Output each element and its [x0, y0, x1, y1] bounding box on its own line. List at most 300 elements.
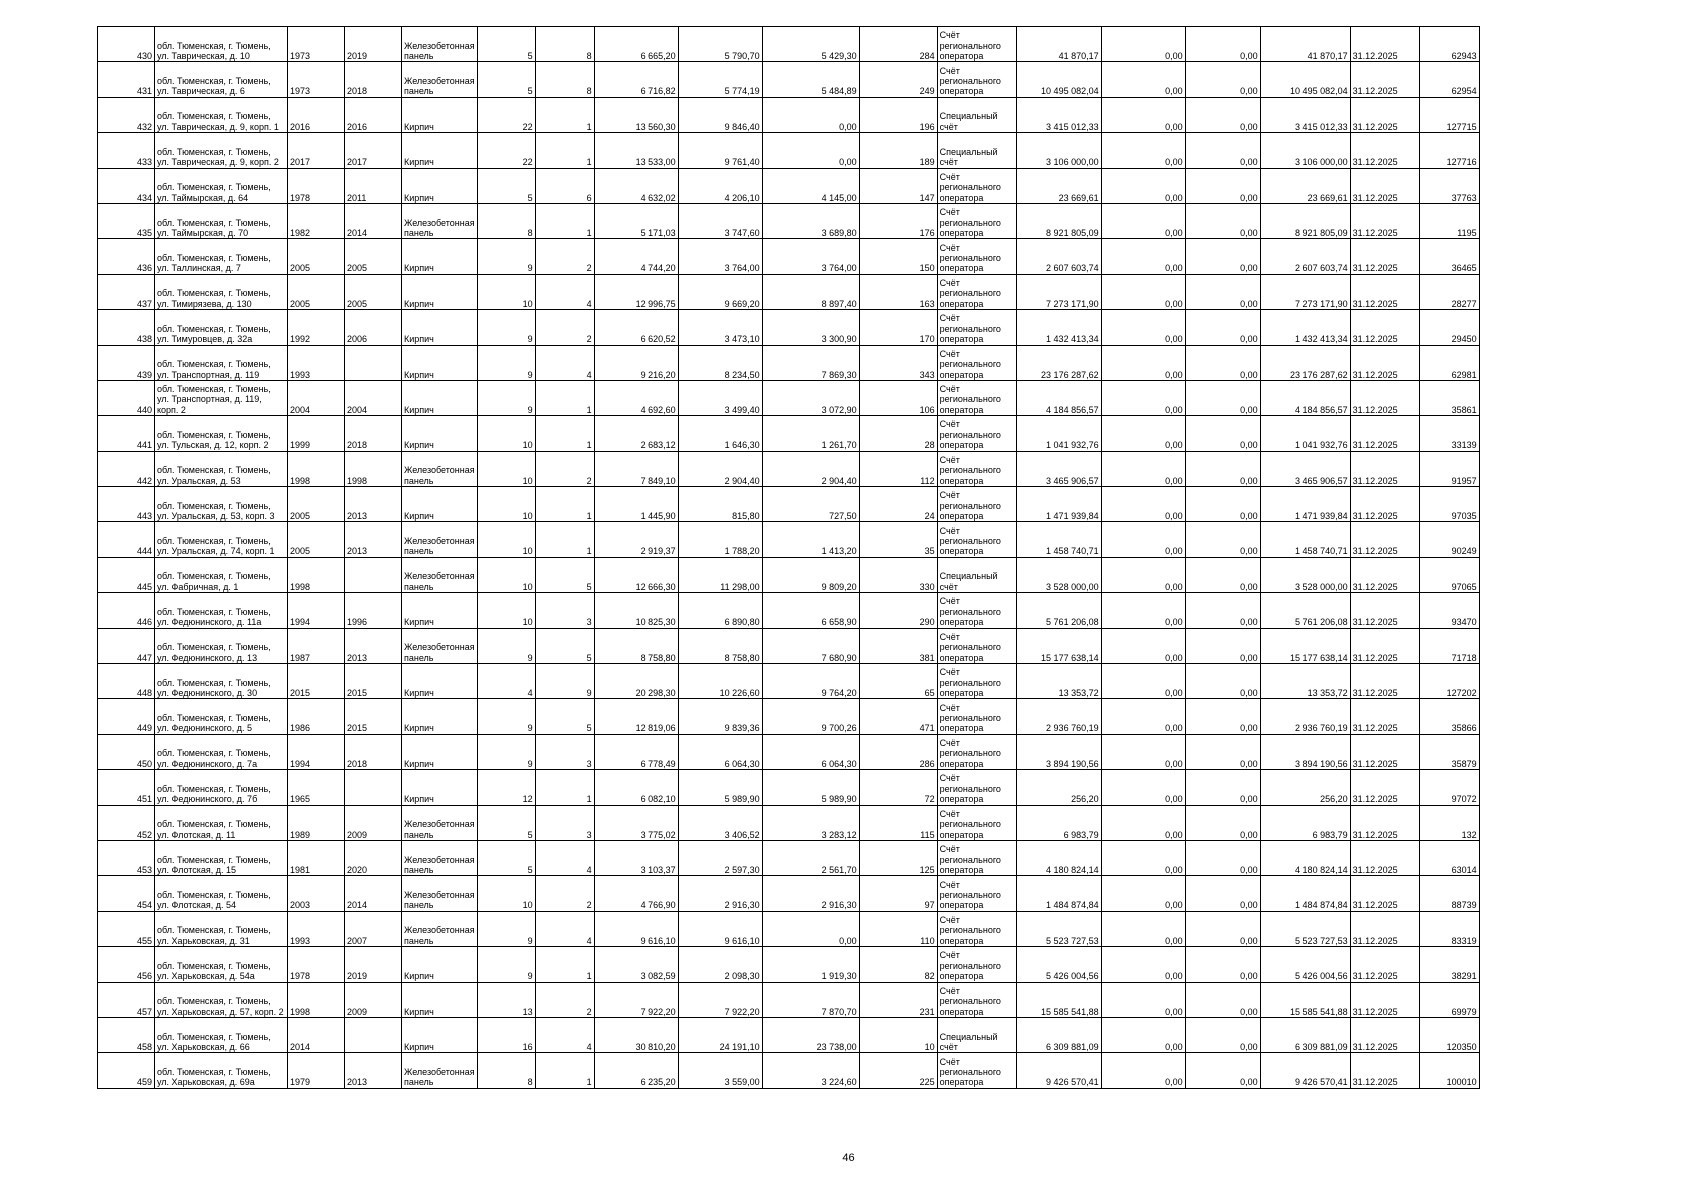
cell-floors: 9: [477, 380, 535, 415]
cell-floors: 10: [477, 593, 535, 628]
cell-accrued-amount: 5 761 206,08: [1016, 593, 1101, 628]
cell-balance-amount: 1 432 413,34: [1260, 310, 1350, 345]
cell-entrances: 5: [535, 557, 594, 592]
cell-build-year: 1992: [288, 310, 345, 345]
cell-floors: 13: [477, 982, 535, 1017]
cell-living-area: 7 922,20: [678, 982, 762, 1017]
table-row: [98, 770, 1480, 805]
cell-address: обл. Тюменская, г. Тюмень, ул. Харьковская, д. 31: [155, 911, 288, 946]
cell-fund-method: Специальный счёт: [937, 557, 1016, 592]
cell-row-number: 443: [98, 487, 155, 522]
cell-residents: 115: [859, 805, 937, 840]
cell-balance-amount: 8 921 805,09: [1260, 203, 1350, 238]
cell-fund-method: Счёт регионального оператора: [937, 876, 1016, 911]
cell-floors: 10: [477, 416, 535, 451]
cell-house-code: 88739: [1419, 876, 1479, 911]
cell-address: обл. Тюменская, г. Тюмень, ул. Таллинская, д. 7: [155, 239, 288, 274]
cell-total-area: 30 810,20: [594, 1017, 678, 1052]
cell-address: обл. Тюменская, г. Тюмень, ул. Федюнинского, д. 7а: [155, 734, 288, 769]
cell-floors: 10: [477, 487, 535, 522]
cell-floors: 12: [477, 770, 535, 805]
cell-wall-material: Железобетонная панель: [402, 203, 478, 238]
cell-wall-material: Железобетонная панель: [402, 451, 478, 486]
cell-house-code: 71718: [1419, 628, 1479, 663]
table-body: [98, 27, 1480, 1089]
cell-balance-amount: 2 936 760,19: [1260, 699, 1350, 734]
cell-spent-amount: 0,00: [1185, 1017, 1260, 1052]
cell-spent-amount: 0,00: [1185, 522, 1260, 557]
cell-wall-material: Кирпич: [402, 97, 478, 132]
cell-total-area: 6 082,10: [594, 770, 678, 805]
cell-residential-area: 9 764,20: [762, 664, 859, 699]
cell-address: обл. Тюменская, г. Тюмень, ул. Таврическая, д. 9, корп. 1: [155, 97, 288, 132]
cell-accrued-amount: 41 870,17: [1016, 27, 1101, 62]
cell-deadline-date: 31.12.2025: [1350, 734, 1419, 769]
cell-address: обл. Тюменская, г. Тюмень, ул. Таврическая, д. 6: [155, 62, 288, 97]
cell-residential-area: 9 809,20: [762, 557, 859, 592]
cell-wall-material: Железобетонная панель: [402, 1053, 478, 1088]
cell-wall-material: Кирпич: [402, 770, 478, 805]
cell-build-year: 1982: [288, 203, 345, 238]
cell-fund-method: Счёт регионального оператора: [937, 345, 1016, 380]
cell-build-year: 1994: [288, 593, 345, 628]
cell-repair-year: 2015: [345, 699, 402, 734]
cell-fund-method: Счёт регионального оператора: [937, 699, 1016, 734]
cell-fund-method: Счёт регионального оператора: [937, 27, 1016, 62]
cell-floors: 22: [477, 97, 535, 132]
cell-debt-amount: 0,00: [1101, 274, 1185, 309]
cell-accrued-amount: 4 184 856,57: [1016, 380, 1101, 415]
cell-repair-year: 2005: [345, 274, 402, 309]
cell-address: обл. Тюменская, г. Тюмень, ул. Флотская, д. 15: [155, 840, 288, 875]
cell-accrued-amount: 3 894 190,56: [1016, 734, 1101, 769]
cell-residential-area: 0,00: [762, 133, 859, 168]
cell-build-year: 2014: [288, 1017, 345, 1052]
table-row: [98, 664, 1480, 699]
cell-repair-year: 2006: [345, 310, 402, 345]
cell-address: обл. Тюменская, г. Тюмень, ул. Тульская, д. 12, корп. 2: [155, 416, 288, 451]
cell-balance-amount: 5 761 206,08: [1260, 593, 1350, 628]
cell-repair-year: [345, 345, 402, 380]
cell-spent-amount: 0,00: [1185, 62, 1260, 97]
cell-spent-amount: 0,00: [1185, 734, 1260, 769]
cell-residents: 97: [859, 876, 937, 911]
cell-residential-area: 7 870,70: [762, 982, 859, 1017]
cell-residential-area: 0,00: [762, 911, 859, 946]
cell-spent-amount: 0,00: [1185, 203, 1260, 238]
cell-house-code: 62981: [1419, 345, 1479, 380]
cell-fund-method: Счёт регионального оператора: [937, 416, 1016, 451]
cell-debt-amount: 0,00: [1101, 97, 1185, 132]
cell-living-area: 815,80: [678, 487, 762, 522]
cell-debt-amount: 0,00: [1101, 168, 1185, 203]
cell-floors: 16: [477, 1017, 535, 1052]
cell-debt-amount: 0,00: [1101, 203, 1185, 238]
cell-living-area: 9 761,40: [678, 133, 762, 168]
cell-residents: 381: [859, 628, 937, 663]
cell-living-area: 3 406,52: [678, 805, 762, 840]
cell-house-code: 29450: [1419, 310, 1479, 345]
cell-debt-amount: 0,00: [1101, 664, 1185, 699]
cell-debt-amount: 0,00: [1101, 27, 1185, 62]
cell-balance-amount: 256,20: [1260, 770, 1350, 805]
cell-residents: 189: [859, 133, 937, 168]
cell-residential-area: 5 484,89: [762, 62, 859, 97]
cell-build-year: 1965: [288, 770, 345, 805]
cell-living-area: 5 989,90: [678, 770, 762, 805]
cell-wall-material: Кирпич: [402, 947, 478, 982]
cell-row-number: 431: [98, 62, 155, 97]
cell-deadline-date: 31.12.2025: [1350, 522, 1419, 557]
table-row: [98, 1053, 1480, 1088]
cell-accrued-amount: 15 177 638,14: [1016, 628, 1101, 663]
cell-residential-area: 6 064,30: [762, 734, 859, 769]
cell-floors: 5: [477, 62, 535, 97]
cell-row-number: 435: [98, 203, 155, 238]
cell-repair-year: 2009: [345, 805, 402, 840]
cell-accrued-amount: 8 921 805,09: [1016, 203, 1101, 238]
cell-living-area: 2 098,30: [678, 947, 762, 982]
cell-repair-year: 2004: [345, 380, 402, 415]
cell-wall-material: Кирпич: [402, 487, 478, 522]
cell-total-area: 3 103,37: [594, 840, 678, 875]
cell-deadline-date: 31.12.2025: [1350, 557, 1419, 592]
cell-debt-amount: 0,00: [1101, 557, 1185, 592]
cell-debt-amount: 0,00: [1101, 239, 1185, 274]
cell-total-area: 4 766,90: [594, 876, 678, 911]
cell-build-year: 2005: [288, 522, 345, 557]
cell-build-year: 1981: [288, 840, 345, 875]
cell-floors: 5: [477, 805, 535, 840]
cell-build-year: 2005: [288, 274, 345, 309]
cell-residents: 290: [859, 593, 937, 628]
cell-repair-year: 2005: [345, 239, 402, 274]
cell-residential-area: 2 916,30: [762, 876, 859, 911]
cell-floors: 9: [477, 239, 535, 274]
cell-build-year: 1999: [288, 416, 345, 451]
cell-wall-material: Кирпич: [402, 1017, 478, 1052]
table-row: [98, 734, 1480, 769]
cell-living-area: 6 890,80: [678, 593, 762, 628]
cell-entrances: 1: [535, 203, 594, 238]
cell-repair-year: [345, 770, 402, 805]
cell-balance-amount: 7 273 171,90: [1260, 274, 1350, 309]
cell-build-year: 1989: [288, 805, 345, 840]
cell-accrued-amount: 13 353,72: [1016, 664, 1101, 699]
cell-residential-area: 4 145,00: [762, 168, 859, 203]
cell-row-number: 447: [98, 628, 155, 663]
cell-residents: 112: [859, 451, 937, 486]
table-row: [98, 380, 1480, 415]
cell-repair-year: 2009: [345, 982, 402, 1017]
cell-balance-amount: 2 607 603,74: [1260, 239, 1350, 274]
cell-repair-year: 2014: [345, 876, 402, 911]
cell-total-area: 20 298,30: [594, 664, 678, 699]
cell-total-area: 12 819,06: [594, 699, 678, 734]
cell-living-area: 9 616,10: [678, 911, 762, 946]
cell-house-code: 120350: [1419, 1017, 1479, 1052]
cell-repair-year: 2018: [345, 62, 402, 97]
cell-row-number: 459: [98, 1053, 155, 1088]
cell-repair-year: 2019: [345, 27, 402, 62]
cell-row-number: 446: [98, 593, 155, 628]
cell-wall-material: Кирпич: [402, 133, 478, 168]
cell-balance-amount: 1 041 932,76: [1260, 416, 1350, 451]
cell-debt-amount: 0,00: [1101, 770, 1185, 805]
cell-entrances: 1: [535, 416, 594, 451]
cell-row-number: 440: [98, 380, 155, 415]
cell-build-year: 1987: [288, 628, 345, 663]
cell-build-year: 1973: [288, 27, 345, 62]
cell-deadline-date: 31.12.2025: [1350, 840, 1419, 875]
cell-repair-year: 2015: [345, 664, 402, 699]
cell-floors: 9: [477, 911, 535, 946]
cell-debt-amount: 0,00: [1101, 451, 1185, 486]
cell-floors: 9: [477, 628, 535, 663]
cell-residents: 65: [859, 664, 937, 699]
cell-residential-area: 3 689,80: [762, 203, 859, 238]
cell-living-area: 24 191,10: [678, 1017, 762, 1052]
cell-accrued-amount: 1 041 932,76: [1016, 416, 1101, 451]
cell-wall-material: Железобетонная панель: [402, 557, 478, 592]
cell-row-number: 450: [98, 734, 155, 769]
cell-balance-amount: 3 894 190,56: [1260, 734, 1350, 769]
cell-living-area: 4 206,10: [678, 168, 762, 203]
table-row: [98, 168, 1480, 203]
cell-residents: 225: [859, 1053, 937, 1088]
cell-residential-area: 3 764,00: [762, 239, 859, 274]
cell-total-area: 9 616,10: [594, 911, 678, 946]
cell-residential-area: 8 897,40: [762, 274, 859, 309]
cell-spent-amount: 0,00: [1185, 451, 1260, 486]
cell-residents: 196: [859, 97, 937, 132]
cell-accrued-amount: 7 273 171,90: [1016, 274, 1101, 309]
cell-floors: 10: [477, 274, 535, 309]
cell-spent-amount: 0,00: [1185, 699, 1260, 734]
cell-balance-amount: 5 426 004,56: [1260, 947, 1350, 982]
cell-residents: 125: [859, 840, 937, 875]
table-row: [98, 1017, 1480, 1052]
cell-fund-method: Счёт регионального оператора: [937, 947, 1016, 982]
cell-row-number: 441: [98, 416, 155, 451]
cell-living-area: 2 904,40: [678, 451, 762, 486]
cell-total-area: 1 445,90: [594, 487, 678, 522]
cell-debt-amount: 0,00: [1101, 911, 1185, 946]
cell-deadline-date: 31.12.2025: [1350, 62, 1419, 97]
cell-residents: 163: [859, 274, 937, 309]
cell-living-area: 5 774,19: [678, 62, 762, 97]
cell-fund-method: Счёт регионального оператора: [937, 487, 1016, 522]
cell-wall-material: Кирпич: [402, 593, 478, 628]
cell-house-code: 91957: [1419, 451, 1479, 486]
cell-address: обл. Тюменская, г. Тюмень, ул. Флотская, д. 54: [155, 876, 288, 911]
cell-floors: 5: [477, 168, 535, 203]
cell-entrances: 4: [535, 840, 594, 875]
cell-residents: 330: [859, 557, 937, 592]
cell-accrued-amount: 1 458 740,71: [1016, 522, 1101, 557]
cell-living-area: 9 839,36: [678, 699, 762, 734]
cell-living-area: 1 788,20: [678, 522, 762, 557]
cell-repair-year: 2013: [345, 487, 402, 522]
cell-entrances: 8: [535, 62, 594, 97]
cell-deadline-date: 31.12.2025: [1350, 911, 1419, 946]
cell-floors: 10: [477, 522, 535, 557]
cell-repair-year: 1996: [345, 593, 402, 628]
cell-deadline-date: 31.12.2025: [1350, 982, 1419, 1017]
cell-residents: 150: [859, 239, 937, 274]
cell-total-area: 4 632,02: [594, 168, 678, 203]
cell-build-year: 1978: [288, 947, 345, 982]
cell-wall-material: Кирпич: [402, 345, 478, 380]
page-number: 46: [842, 1152, 855, 1164]
cell-row-number: 438: [98, 310, 155, 345]
cell-fund-method: Счёт регионального оператора: [937, 664, 1016, 699]
cell-debt-amount: 0,00: [1101, 982, 1185, 1017]
cell-total-area: 5 171,03: [594, 203, 678, 238]
cell-balance-amount: 23 669,61: [1260, 168, 1350, 203]
cell-residential-area: 3 224,60: [762, 1053, 859, 1088]
cell-address: обл. Тюменская, г. Тюмень, ул. Харьковская, д. 66: [155, 1017, 288, 1052]
table-row: [98, 593, 1480, 628]
cell-row-number: 458: [98, 1017, 155, 1052]
cell-house-code: 127202: [1419, 664, 1479, 699]
cell-residential-area: 3 283,12: [762, 805, 859, 840]
cell-accrued-amount: 6 983,79: [1016, 805, 1101, 840]
cell-fund-method: Счёт регионального оператора: [937, 628, 1016, 663]
cell-house-code: 97065: [1419, 557, 1479, 592]
cell-address: обл. Тюменская, г. Тюмень, ул. Харьковская, д. 57, корп. 2: [155, 982, 288, 1017]
cell-fund-method: Счёт регионального оператора: [937, 451, 1016, 486]
cell-entrances: 3: [535, 593, 594, 628]
cell-living-area: 8 758,80: [678, 628, 762, 663]
cell-residential-area: 3 072,90: [762, 380, 859, 415]
table-row: [98, 310, 1480, 345]
cell-row-number: 434: [98, 168, 155, 203]
cell-address: обл. Тюменская, г. Тюмень, ул. Уральская, д. 53, корп. 3: [155, 487, 288, 522]
cell-floors: 10: [477, 557, 535, 592]
cell-floors: 10: [477, 451, 535, 486]
cell-total-area: 6 235,20: [594, 1053, 678, 1088]
cell-build-year: 2004: [288, 380, 345, 415]
cell-total-area: 12 666,30: [594, 557, 678, 592]
cell-row-number: 432: [98, 97, 155, 132]
cell-total-area: 6 716,82: [594, 62, 678, 97]
cell-house-code: 127716: [1419, 133, 1479, 168]
cell-repair-year: 2007: [345, 911, 402, 946]
cell-row-number: 456: [98, 947, 155, 982]
cell-entrances: 1: [535, 947, 594, 982]
cell-house-code: 35866: [1419, 699, 1479, 734]
table-row: [98, 628, 1480, 663]
cell-wall-material: Кирпич: [402, 310, 478, 345]
table-row: [98, 97, 1480, 132]
cell-debt-amount: 0,00: [1101, 310, 1185, 345]
cell-deadline-date: 31.12.2025: [1350, 97, 1419, 132]
cell-living-area: 3 499,40: [678, 380, 762, 415]
cell-spent-amount: 0,00: [1185, 416, 1260, 451]
cell-row-number: 457: [98, 982, 155, 1017]
cell-wall-material: Железобетонная панель: [402, 805, 478, 840]
cell-spent-amount: 0,00: [1185, 380, 1260, 415]
cell-address: обл. Тюменская, г. Тюмень, ул. Транспортная, д. 119, корп. 2: [155, 380, 288, 415]
cell-floors: 4: [477, 664, 535, 699]
table-row: [98, 840, 1480, 875]
cell-wall-material: Кирпич: [402, 239, 478, 274]
cell-debt-amount: 0,00: [1101, 416, 1185, 451]
cell-fund-method: Счёт регионального оператора: [937, 380, 1016, 415]
cell-accrued-amount: 2 607 603,74: [1016, 239, 1101, 274]
cell-residents: 35: [859, 522, 937, 557]
cell-house-code: 97072: [1419, 770, 1479, 805]
cell-balance-amount: 13 353,72: [1260, 664, 1350, 699]
cell-balance-amount: 10 495 082,04: [1260, 62, 1350, 97]
cell-deadline-date: 31.12.2025: [1350, 133, 1419, 168]
cell-address: обл. Тюменская, г. Тюмень, ул. Таймырская, д. 70: [155, 203, 288, 238]
cell-total-area: 2 919,37: [594, 522, 678, 557]
cell-fund-method: Счёт регионального оператора: [937, 168, 1016, 203]
cell-balance-amount: 9 426 570,41: [1260, 1053, 1350, 1088]
cell-accrued-amount: 23 669,61: [1016, 168, 1101, 203]
cell-deadline-date: 31.12.2025: [1350, 274, 1419, 309]
table-row: [98, 274, 1480, 309]
cell-residents: 110: [859, 911, 937, 946]
cell-row-number: 439: [98, 345, 155, 380]
cell-repair-year: 2016: [345, 97, 402, 132]
cell-residential-area: 1 919,30: [762, 947, 859, 982]
cell-address: обл. Тюменская, г. Тюмень, ул. Таврическая, д. 10: [155, 27, 288, 62]
cell-entrances: 1: [535, 770, 594, 805]
cell-residential-area: 2 561,70: [762, 840, 859, 875]
cell-floors: 9: [477, 310, 535, 345]
cell-accrued-amount: 1 484 874,84: [1016, 876, 1101, 911]
cell-fund-method: Счёт регионального оператора: [937, 770, 1016, 805]
cell-balance-amount: 6 309 881,09: [1260, 1017, 1350, 1052]
cell-spent-amount: 0,00: [1185, 239, 1260, 274]
cell-build-year: 2005: [288, 487, 345, 522]
cell-residents: 82: [859, 947, 937, 982]
cell-address: обл. Тюменская, г. Тюмень, ул. Уральская, д. 74, корп. 1: [155, 522, 288, 557]
cell-repair-year: 2018: [345, 734, 402, 769]
cell-house-code: 63014: [1419, 840, 1479, 875]
cell-wall-material: Железобетонная панель: [402, 628, 478, 663]
cell-entrances: 5: [535, 628, 594, 663]
cell-residential-area: 3 300,90: [762, 310, 859, 345]
cell-debt-amount: 0,00: [1101, 593, 1185, 628]
cell-accrued-amount: 1 471 939,84: [1016, 487, 1101, 522]
cell-house-code: 38291: [1419, 947, 1479, 982]
cell-row-number: 449: [98, 699, 155, 734]
cell-accrued-amount: 6 309 881,09: [1016, 1017, 1101, 1052]
cell-wall-material: Кирпич: [402, 416, 478, 451]
cell-accrued-amount: 3 528 000,00: [1016, 557, 1101, 592]
cell-wall-material: Железобетонная панель: [402, 911, 478, 946]
cell-debt-amount: 0,00: [1101, 840, 1185, 875]
cell-address: обл. Тюменская, г. Тюмень, ул. Тимуровцев, д. 32а: [155, 310, 288, 345]
cell-balance-amount: 4 180 824,14: [1260, 840, 1350, 875]
cell-balance-amount: 41 870,17: [1260, 27, 1350, 62]
cell-address: обл. Тюменская, г. Тюмень, ул. Уральская, д. 53: [155, 451, 288, 486]
cell-debt-amount: 0,00: [1101, 1053, 1185, 1088]
cell-address: обл. Тюменская, г. Тюмень, ул. Транспортная, д. 119: [155, 345, 288, 380]
cell-address: обл. Тюменская, г. Тюмень, ул. Федюнинского, д. 13: [155, 628, 288, 663]
cell-floors: 5: [477, 840, 535, 875]
cell-accrued-amount: 256,20: [1016, 770, 1101, 805]
cell-fund-method: Счёт регионального оператора: [937, 911, 1016, 946]
cell-spent-amount: 0,00: [1185, 97, 1260, 132]
cell-wall-material: Кирпич: [402, 380, 478, 415]
cell-total-area: 6 665,20: [594, 27, 678, 62]
cell-spent-amount: 0,00: [1185, 840, 1260, 875]
